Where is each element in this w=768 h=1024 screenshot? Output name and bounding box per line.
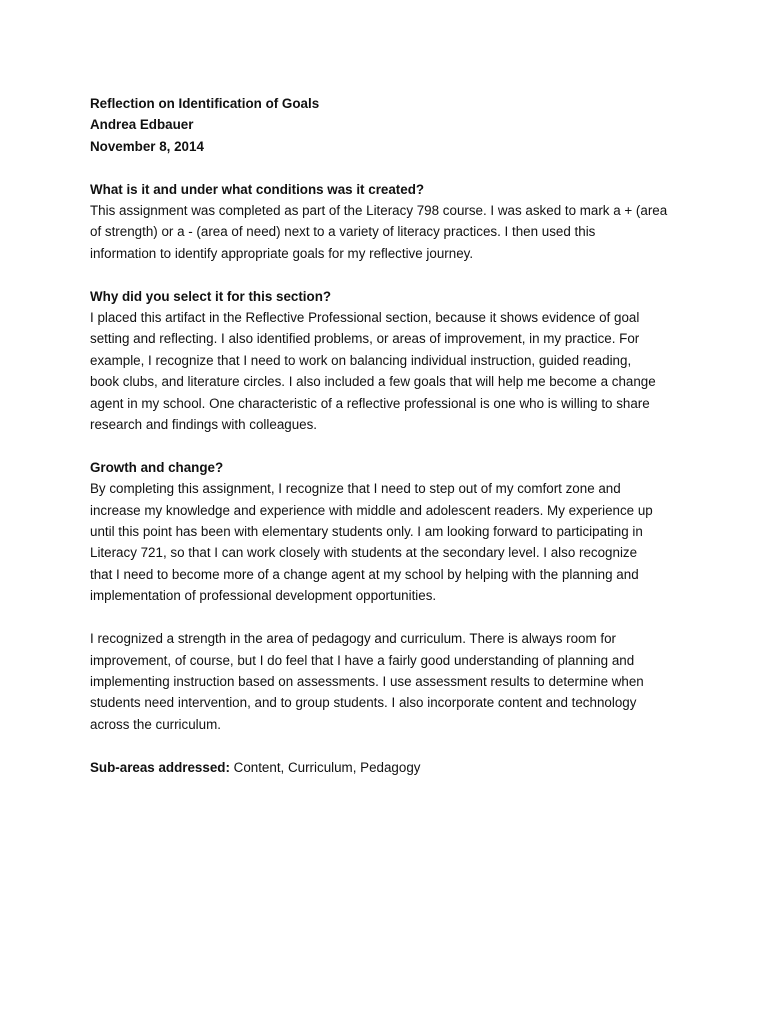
document-body: [90, 93, 675, 778]
document-title: Reflection on Identification of Goals: [90, 96, 320, 111]
paragraph-line: Literacy 721, so that I can work closely with students at the secondary level. I also recognize: [90, 545, 638, 561]
section-heading: Growth and change?: [90, 459, 224, 475]
paragraph-line: By completing this assignment, I recognize that I need to step out of my comfort zone and: [90, 481, 621, 497]
sub-areas-label: Sub-areas addressed:: [90, 759, 230, 775]
document-author: Andrea Edbauer: [90, 117, 194, 133]
document-header: [90, 93, 675, 157]
paragraph-line: I recognized a strength in the area of pedagogy and curriculum. There is always room for: [90, 631, 616, 647]
paragraph-line: setting and reflecting. I also identified problems, or areas of improvement, in my practice. For: [90, 331, 640, 347]
section-paragraph: [90, 200, 675, 264]
paragraph-line: agent in my school. One characteristic of a reflective professional is one who is willing to share: [90, 395, 650, 411]
section-paragraph: [90, 307, 675, 435]
paragraph-line: until this point has been with elementary students only. I am looking forward to participating in: [90, 524, 643, 540]
paragraph-line: implementing instruction based on assessments. I use assessment results to determine when: [90, 673, 644, 689]
paragraph-line: of strength) or a - (area of need) next to a variety of literacy practices. I then used this: [90, 224, 596, 240]
section-why-selected: [90, 286, 675, 436]
paragraph-line: research and findings with colleagues.: [90, 417, 318, 433]
sub-areas-value: Content, Curriculum, Pedagogy: [229, 759, 421, 775]
section-paragraph: [90, 628, 675, 735]
paragraph-line: improvement, of course, but I do feel that I have a fairly good understanding of planning and: [90, 652, 635, 668]
paragraph-line: across the curriculum.: [90, 716, 221, 732]
paragraph-line: example, I recognize that I need to work on balancing individual instruction, guided reading,: [90, 352, 632, 368]
section-growth-and-change: [90, 457, 675, 735]
section-heading: Why did you select it for this section?: [90, 288, 332, 304]
paragraph-line: book clubs, and literature circles. I also included a few goals that will help me become a change: [90, 374, 656, 390]
paragraph-line: increase my knowledge and experience with middle and adolescent readers. My experience up: [90, 502, 653, 518]
paragraph-line: implementation of professional development opportunities.: [90, 588, 437, 604]
sub-areas-line: [90, 757, 675, 778]
paragraph-line: I placed this artifact in the Reflective Professional section, because it shows evidence of goal: [90, 310, 640, 326]
paragraph-line: information to identify appropriate goals for my reflective journey.: [90, 245, 474, 261]
section-paragraph: [90, 478, 675, 606]
paragraph-line: students need intervention, and to group students. I also incorporate content and technology: [90, 695, 637, 711]
section-what-is-it: [90, 179, 675, 265]
section-heading: What is it and under what conditions was it created?: [90, 181, 425, 197]
document-date: November 8, 2014: [90, 138, 204, 154]
paragraph-line: This assignment was completed as part of the Literacy 798 course. I was asked to mark a + (area: [90, 203, 668, 219]
sub-areas-wrapper: [90, 757, 675, 778]
paragraph-line: that I need to become more of a change agent at my school by helping with the planning and: [90, 566, 639, 582]
